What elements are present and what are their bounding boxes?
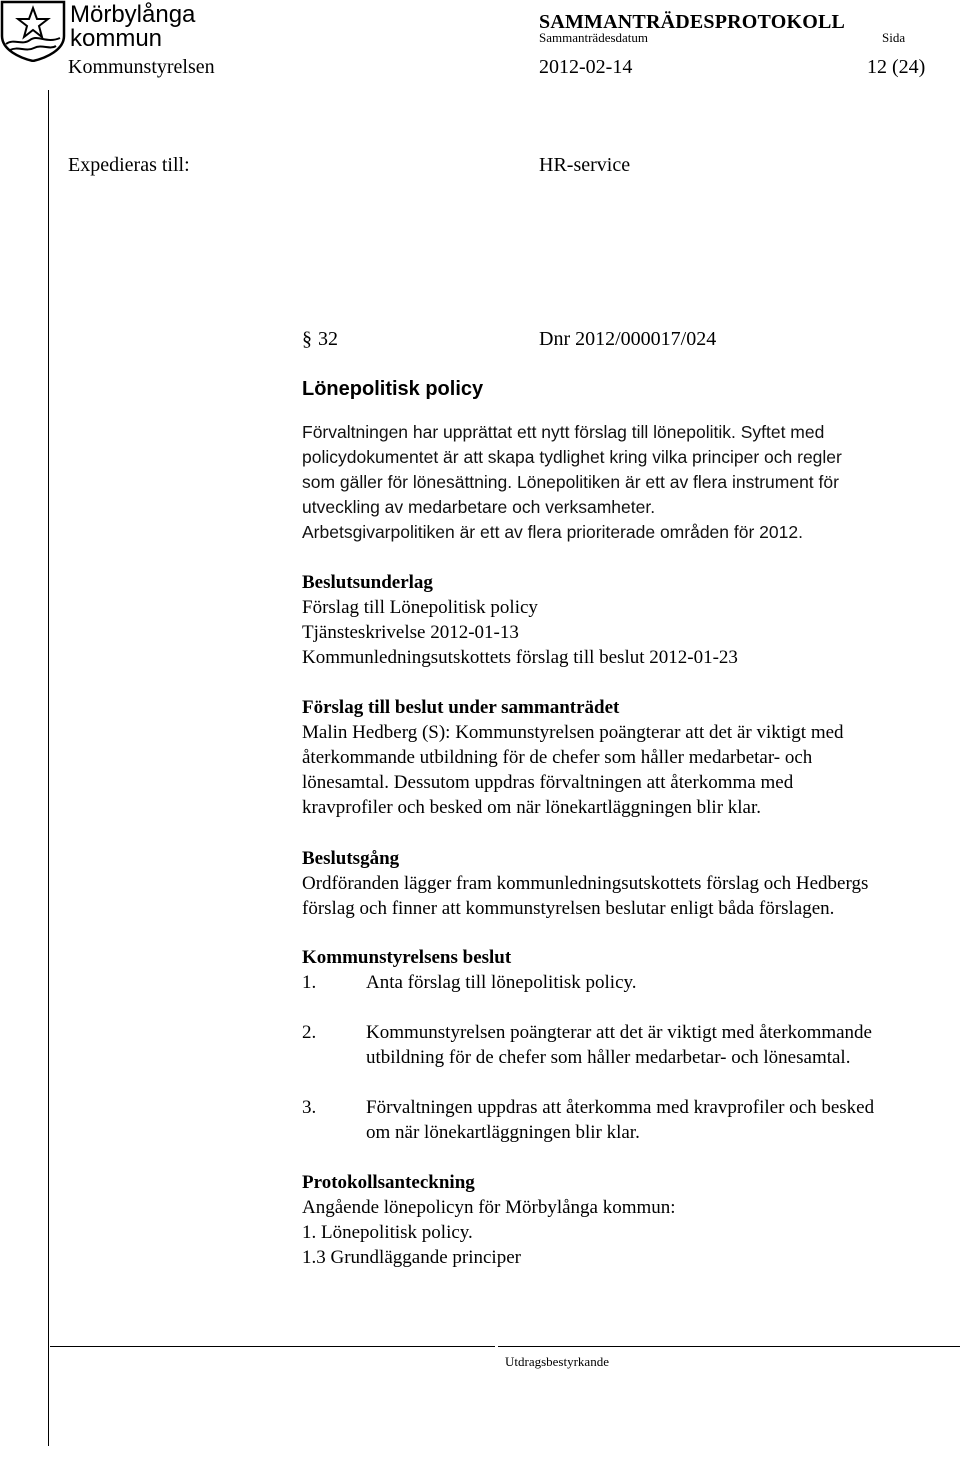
item-number: 3. <box>302 1097 317 1118</box>
logo-text-line1: Mörbylånga <box>70 1 196 28</box>
intro-paragraph <box>302 420 842 545</box>
diary-number: Dnr 2012/000017/024 <box>539 328 717 350</box>
text-line: Förvaltningen har upprättat ett nytt förslag till lönepolitik. Syftet med <box>302 422 825 442</box>
beslutsgang-heading: Beslutsgång <box>302 848 400 869</box>
item-text: Förvaltningen uppdras att återkomma med kravprofiler och besked <box>366 1097 875 1118</box>
item-text: om när lönekartläggningen blir klar. <box>366 1122 640 1143</box>
text-line: utveckling av medarbetare och verksamheter. <box>302 497 656 517</box>
text-line: som gäller för lönesättning. Lönepolitiken är ett av flera instrument för <box>302 472 839 492</box>
protokollsanteckning-paragraph <box>302 1195 676 1270</box>
date-label: Sammanträdesdatum <box>539 30 649 45</box>
section-symbol: § <box>302 328 312 350</box>
section-number: 32 <box>318 328 338 350</box>
signature-line <box>498 1346 960 1347</box>
page-number: 12 (24) <box>867 56 926 78</box>
forslag-heading: Förslag till beslut under sammanträdet <box>302 697 620 718</box>
protokollsanteckning-heading: Protokollsanteckning <box>302 1172 475 1193</box>
text-line: återkommande utbildning för de chefer som håller medarbetar- och <box>302 747 813 768</box>
item-text: Kommunstyrelsen poängterar att det är viktigt med återkommande <box>366 1022 872 1043</box>
text-line: Ordföranden lägger fram kommunledningsutskottets förslag och Hedbergs <box>302 873 869 894</box>
meeting-date: 2012-02-14 <box>539 56 633 78</box>
item-number: 2. <box>302 1022 317 1043</box>
forslag-paragraph <box>302 720 844 820</box>
dispatch-label: Expedieras till: <box>68 154 190 176</box>
text-line: 1.3 Grundläggande principer <box>302 1247 521 1268</box>
certification-label: Utdragsbestyrkande <box>505 1354 609 1369</box>
page-label: Sida <box>882 30 906 45</box>
document-title: SAMMANTRÄDESPROTOKOLL <box>539 11 846 33</box>
text-line: Kommunledningsutskottets förslag till beslut 2012-01-23 <box>302 647 738 668</box>
logo-text-line2: kommun <box>70 25 163 52</box>
beslutsunderlag-list <box>302 595 738 670</box>
text-line: Förslag till Lönepolitisk policy <box>302 597 538 618</box>
text-line: lönesamtal. Dessutom uppdras förvaltningen att återkomma med <box>302 772 794 793</box>
item-text: utbildning för de chefer som håller medarbetar- och lönesamtal. <box>366 1047 851 1068</box>
text-line: Angående lönepolicyn för Mörbylånga kommun: <box>302 1197 676 1218</box>
beslutsgang-paragraph <box>302 871 868 921</box>
text-line: Tjänsteskrivelse 2012-01-13 <box>302 622 519 643</box>
signature-line <box>50 1346 495 1347</box>
item-number: 1. <box>302 972 317 993</box>
text-line: kravprofiler och besked om när lönekartläggningen blir klar. <box>302 797 762 818</box>
margin-rule <box>48 90 49 1446</box>
committee-name: Kommunstyrelsen <box>68 56 215 78</box>
dispatch-recipient: HR-service <box>539 154 631 176</box>
text-line: policydokumentet är att skapa tydlighet kring vilka principer och regler <box>302 447 842 467</box>
text-line: 1. Lönepolitisk policy. <box>302 1222 473 1243</box>
text-line: Malin Hedberg (S): Kommunstyrelsen poängterar att det är viktigt med <box>302 722 844 743</box>
beslutsunderlag-heading: Beslutsunderlag <box>302 572 433 593</box>
text-line: Arbetsgivarpolitiken är ett av flera prioriterade områden för 2012. <box>302 522 803 542</box>
section-title: Lönepolitisk policy <box>302 378 484 400</box>
coat-of-arms-icon <box>0 0 66 62</box>
text-line: förslag och finner att kommunstyrelsen beslutar enligt båda förslagen. <box>302 898 835 919</box>
beslut-heading: Kommunstyrelsens beslut <box>302 947 512 968</box>
municipality-logo <box>0 0 66 62</box>
item-text: Anta förslag till lönepolitisk policy. <box>366 972 637 993</box>
